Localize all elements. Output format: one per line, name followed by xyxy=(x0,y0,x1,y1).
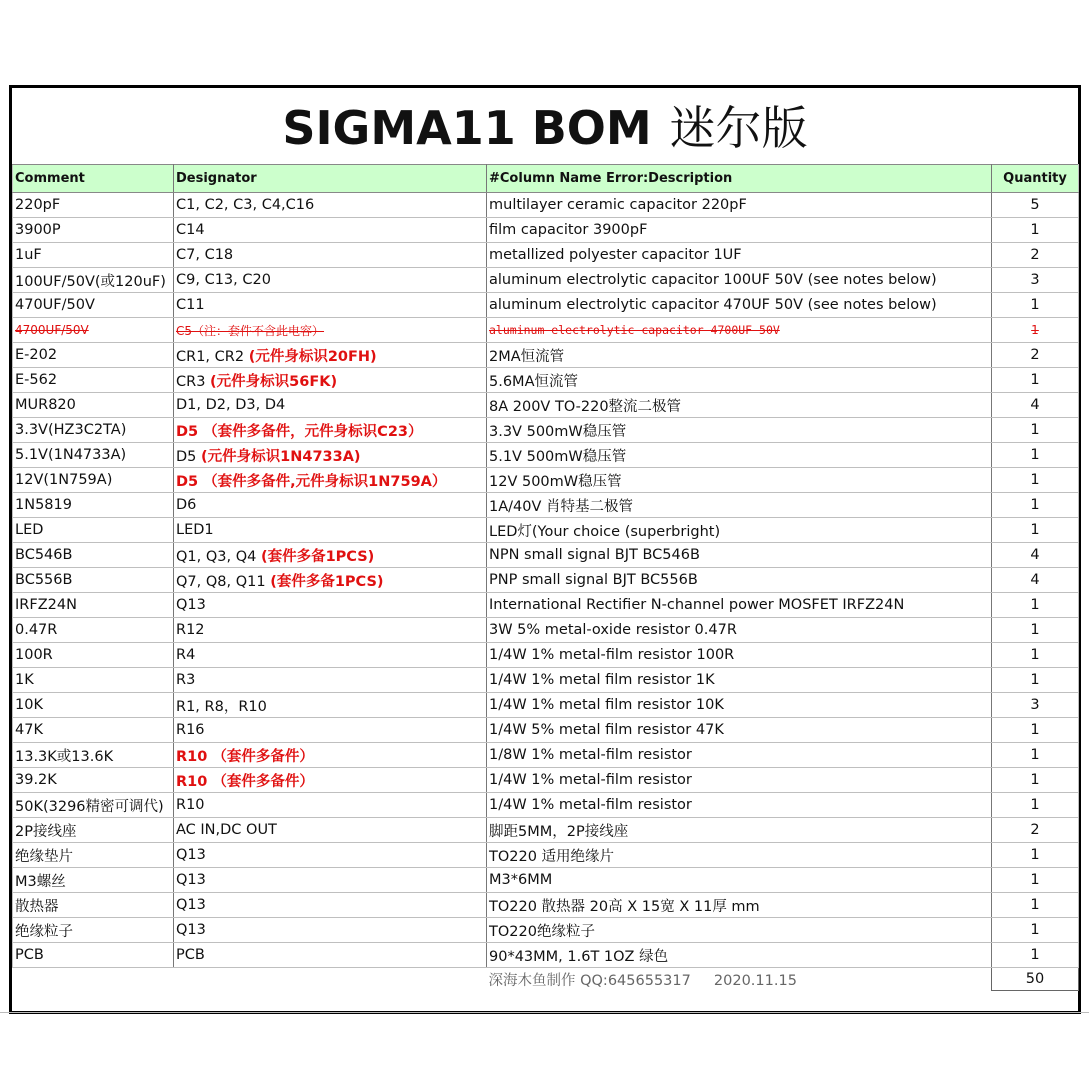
cell-quantity: 1 xyxy=(992,218,1079,243)
cell-designator xyxy=(174,468,487,493)
header-designator: Designator xyxy=(174,165,487,193)
cell-designator xyxy=(174,368,487,393)
cell-quantity: 1 xyxy=(992,718,1079,743)
cell-designator xyxy=(174,243,487,268)
cell-comment: 1N5819 xyxy=(13,493,174,518)
designator-text: D5 xyxy=(176,448,201,465)
table-row xyxy=(13,918,1079,943)
cell-designator xyxy=(174,668,487,693)
bom-sheet xyxy=(9,85,1081,1014)
cell-quantity: 1 xyxy=(992,468,1079,493)
cell-description: LED灯(Your choice (superbright) xyxy=(487,518,992,543)
cell-quantity: 2 xyxy=(992,243,1079,268)
cell-comment: 10K xyxy=(13,693,174,718)
cell-quantity: 4 xyxy=(992,393,1079,418)
cell-comment: 5.1V(1N4733A) xyxy=(13,443,174,468)
cell-comment: E-202 xyxy=(13,343,174,368)
cell-designator xyxy=(174,843,487,868)
designator-text: Q1, Q3, Q4 xyxy=(176,548,261,565)
cell-comment: 100UF/50V(或120uF) xyxy=(13,268,174,293)
cell-description: TO220 适用绝缘片 xyxy=(487,843,992,868)
cell-comment: 散热器 xyxy=(13,893,174,918)
footer-total-quantity: 50 xyxy=(992,968,1079,991)
designator-text: R4 xyxy=(176,647,196,663)
cell-description: International Rectifier N-channel power MOSFET IRFZ24N xyxy=(487,593,992,618)
cell-quantity: 2 xyxy=(992,818,1079,843)
cell-description: aluminum electrolytic capacitor 100UF 50V (see notes below) xyxy=(487,268,992,293)
cell-quantity: 4 xyxy=(992,543,1079,568)
cell-quantity: 1 xyxy=(992,493,1079,518)
cell-comment: 13.3K或13.6K xyxy=(13,743,174,768)
cell-designator xyxy=(174,893,487,918)
designator-note: D5 （套件多备件，元件身标识C23） xyxy=(176,423,423,440)
table-row xyxy=(13,343,1079,368)
designator-text: D1, D2, D3, D4 xyxy=(176,397,286,413)
cell-quantity: 1 xyxy=(992,593,1079,618)
designator-text: C11 xyxy=(176,297,205,313)
cell-designator xyxy=(174,568,487,593)
cell-quantity: 4 xyxy=(992,568,1079,593)
table-row xyxy=(13,668,1079,693)
cell-comment: M3螺丝 xyxy=(13,868,174,893)
table-row xyxy=(13,618,1079,643)
table-row xyxy=(13,793,1079,818)
designator-text: LED1 xyxy=(176,522,214,538)
cell-designator xyxy=(174,743,487,768)
cell-designator xyxy=(174,868,487,893)
bom-table-body xyxy=(13,165,1079,968)
designator-text: Q13 xyxy=(176,847,206,863)
cell-comment: 3.3V(HZ3C2TA) xyxy=(13,418,174,443)
designator-note: (元件身标识20FH) xyxy=(248,348,377,365)
cell-description: 1/4W 1% metal-film resistor xyxy=(487,793,992,818)
designator-note: (套件多备1PCS) xyxy=(270,573,384,590)
cell-quantity: 1 xyxy=(992,368,1079,393)
cell-designator xyxy=(174,643,487,668)
designator-note: R10 （套件多备件） xyxy=(176,773,314,790)
designator-text: CR3 xyxy=(176,373,211,390)
designator-text: R16 xyxy=(176,722,205,738)
table-row xyxy=(13,193,1079,218)
table-row xyxy=(13,743,1079,768)
table-row xyxy=(13,468,1079,493)
cell-quantity: 1 xyxy=(992,918,1079,943)
cell-comment: 0.47R xyxy=(13,618,174,643)
bottom-rule xyxy=(0,1012,1089,1013)
cell-description: 1/4W 1% metal-film resistor xyxy=(487,768,992,793)
cell-description: 90*43MM, 1.6T 1OZ 绿色 xyxy=(487,943,992,968)
cell-quantity: 2 xyxy=(992,343,1079,368)
cell-designator xyxy=(174,768,487,793)
designator-text: R12 xyxy=(176,622,205,638)
header-description: #Column Name Error:Description xyxy=(487,165,992,193)
table-row xyxy=(13,218,1079,243)
cell-comment: 39.2K xyxy=(13,768,174,793)
cell-designator xyxy=(174,293,487,318)
table-row xyxy=(13,268,1079,293)
cell-quantity: 1 xyxy=(992,618,1079,643)
table-row xyxy=(13,843,1079,868)
designator-note: R10 （套件多备件） xyxy=(176,748,314,765)
cell-description: 2MA恒流管 xyxy=(487,343,992,368)
cell-quantity: 1 xyxy=(992,868,1079,893)
cell-quantity: 1 xyxy=(992,943,1079,968)
table-row xyxy=(13,943,1079,968)
designator-text: CR1, CR2 xyxy=(176,348,249,365)
footer-author: 深海木鱼制作 QQ:645655317 xyxy=(488,972,691,989)
cell-designator xyxy=(174,343,487,368)
cell-designator xyxy=(174,918,487,943)
table-row xyxy=(13,393,1079,418)
cell-description: 1/4W 5% metal film resistor 47K xyxy=(487,718,992,743)
cell-designator xyxy=(174,318,487,343)
bom-table xyxy=(12,164,1079,991)
designator-text: D6 xyxy=(176,497,197,513)
cell-designator xyxy=(174,268,487,293)
cell-description: metallized polyester capacitor 1UF xyxy=(487,243,992,268)
cell-quantity: 1 xyxy=(992,893,1079,918)
cell-quantity: 1 xyxy=(992,793,1079,818)
cell-designator xyxy=(174,443,487,468)
bom-table-footer xyxy=(13,968,1079,991)
cell-comment: 1uF xyxy=(13,243,174,268)
cell-comment: BC546B xyxy=(13,543,174,568)
footer-row xyxy=(13,968,1079,991)
table-row xyxy=(13,243,1079,268)
table-row xyxy=(13,593,1079,618)
cell-description: 1/4W 1% metal film resistor 1K xyxy=(487,668,992,693)
cell-designator xyxy=(174,693,487,718)
cell-designator xyxy=(174,543,487,568)
footer-date: 2020.11.15 xyxy=(713,972,797,989)
cell-description: 1/4W 1% metal film resistor 10K xyxy=(487,693,992,718)
table-header-row xyxy=(13,165,1079,193)
cell-quantity: 3 xyxy=(992,268,1079,293)
cell-comment: IRFZ24N xyxy=(13,593,174,618)
designator-text: C5（注：套件不含此电容） xyxy=(176,323,325,338)
cell-comment: 3900P xyxy=(13,218,174,243)
cell-quantity: 1 xyxy=(992,843,1079,868)
cell-quantity: 1 xyxy=(992,768,1079,793)
cell-comment: 绝缘垫片 xyxy=(13,843,174,868)
table-row xyxy=(13,643,1079,668)
table-row xyxy=(13,543,1079,568)
table-row xyxy=(13,868,1079,893)
cell-description: 1/8W 1% metal-film resistor xyxy=(487,743,992,768)
cell-quantity: 1 xyxy=(992,518,1079,543)
cell-designator xyxy=(174,418,487,443)
title-sub: 迷尔版 xyxy=(669,101,808,155)
table-row xyxy=(13,493,1079,518)
cell-description: 3.3V 500mW稳压管 xyxy=(487,418,992,443)
designator-text: C7, C18 xyxy=(176,247,234,263)
cell-comment: BC556B xyxy=(13,568,174,593)
cell-designator xyxy=(174,718,487,743)
table-row xyxy=(13,418,1079,443)
cell-quantity: 1 xyxy=(992,643,1079,668)
cell-description: aluminum electrolytic capacitor 470UF 50V (see notes below) xyxy=(487,293,992,318)
cell-designator xyxy=(174,518,487,543)
designator-text: Q13 xyxy=(176,897,206,913)
cell-description: 12V 500mW稳压管 xyxy=(487,468,992,493)
footer-credit xyxy=(487,968,992,991)
cell-description: 5.1V 500mW稳压管 xyxy=(487,443,992,468)
cell-description: 3W 5% metal-oxide resistor 0.47R xyxy=(487,618,992,643)
table-row xyxy=(13,368,1079,393)
designator-text: Q7, Q8, Q11 xyxy=(176,573,271,590)
designator-text: Q13 xyxy=(176,597,206,613)
cell-description: 脚距5MM，2P接线座 xyxy=(487,818,992,843)
designator-text: C1, C2, C3, C4,C16 xyxy=(176,197,315,213)
table-row xyxy=(13,893,1079,918)
cell-description: multilayer ceramic capacitor 220pF xyxy=(487,193,992,218)
table-row xyxy=(13,318,1079,343)
table-row xyxy=(13,718,1079,743)
designator-note: (元件身标识1N4733A) xyxy=(201,448,361,465)
table-row xyxy=(13,768,1079,793)
cell-comment: MUR820 xyxy=(13,393,174,418)
cell-comment: PCB xyxy=(13,943,174,968)
designator-text: C9, C13, C20 xyxy=(176,272,271,288)
cell-comment: 100R xyxy=(13,643,174,668)
cell-comment: 470UF/50V xyxy=(13,293,174,318)
title-main: SIGMA11 BOM xyxy=(282,101,652,155)
cell-description: PNP small signal BJT BC556B xyxy=(487,568,992,593)
designator-note: (元件身标识56FK) xyxy=(210,373,338,390)
cell-designator xyxy=(174,943,487,968)
cell-quantity: 5 xyxy=(992,193,1079,218)
cell-description: aluminum electrolytic capacitor 4700UF 50V xyxy=(487,318,992,343)
cell-designator xyxy=(174,493,487,518)
cell-comment: 50K(3296精密可调代) xyxy=(13,793,174,818)
table-row xyxy=(13,568,1079,593)
cell-quantity: 1 xyxy=(992,293,1079,318)
table-row xyxy=(13,518,1079,543)
designator-note: D5 （套件多备件,元件身标识1N759A） xyxy=(176,473,447,490)
designator-text: R3 xyxy=(176,672,196,688)
designator-text: PCB xyxy=(176,947,205,963)
cell-description: NPN small signal BJT BC546B xyxy=(487,543,992,568)
cell-description: 1/4W 1% metal-film resistor 100R xyxy=(487,643,992,668)
cell-description: TO220 散热器 20高 X 15宽 X 11厚 mm xyxy=(487,893,992,918)
designator-text: R10 xyxy=(176,797,205,813)
cell-comment: 4700UF/50V xyxy=(13,318,174,343)
table-row xyxy=(13,693,1079,718)
cell-comment: 2P接线座 xyxy=(13,818,174,843)
cell-designator xyxy=(174,793,487,818)
cell-designator xyxy=(174,818,487,843)
bom-title xyxy=(12,88,1078,164)
cell-description: M3*6MM xyxy=(487,868,992,893)
cell-description: film capacitor 3900pF xyxy=(487,218,992,243)
cell-comment: 1K xyxy=(13,668,174,693)
designator-text: Q13 xyxy=(176,872,206,888)
cell-comment: LED xyxy=(13,518,174,543)
table-row xyxy=(13,443,1079,468)
cell-quantity: 3 xyxy=(992,693,1079,718)
cell-description: 5.6MA恒流管 xyxy=(487,368,992,393)
cell-designator xyxy=(174,193,487,218)
cell-quantity: 1 xyxy=(992,668,1079,693)
cell-designator xyxy=(174,393,487,418)
header-comment: Comment xyxy=(13,165,174,193)
designator-text: Q13 xyxy=(176,922,206,938)
cell-quantity: 1 xyxy=(992,443,1079,468)
cell-designator xyxy=(174,618,487,643)
cell-comment: 220pF xyxy=(13,193,174,218)
cell-comment: 绝缘粒子 xyxy=(13,918,174,943)
cell-description: TO220绝缘粒子 xyxy=(487,918,992,943)
designator-note: (套件多备1PCS) xyxy=(260,548,375,565)
cell-comment: E-562 xyxy=(13,368,174,393)
cell-description: 1A/40V 肖特基二极管 xyxy=(487,493,992,518)
header-quantity: Quantity xyxy=(992,165,1079,193)
cell-description: 8A 200V TO-220整流二极管 xyxy=(487,393,992,418)
cell-designator xyxy=(174,218,487,243)
cell-quantity: 1 xyxy=(992,318,1079,343)
table-row xyxy=(13,818,1079,843)
cell-designator xyxy=(174,593,487,618)
cell-quantity: 1 xyxy=(992,418,1079,443)
cell-comment: 47K xyxy=(13,718,174,743)
table-row xyxy=(13,293,1079,318)
designator-text: C14 xyxy=(176,222,205,238)
designator-text: AC IN,DC OUT xyxy=(176,822,277,838)
cell-comment: 12V(1N759A) xyxy=(13,468,174,493)
cell-quantity: 1 xyxy=(992,743,1079,768)
designator-text: R1, R8，R10 xyxy=(176,698,267,715)
